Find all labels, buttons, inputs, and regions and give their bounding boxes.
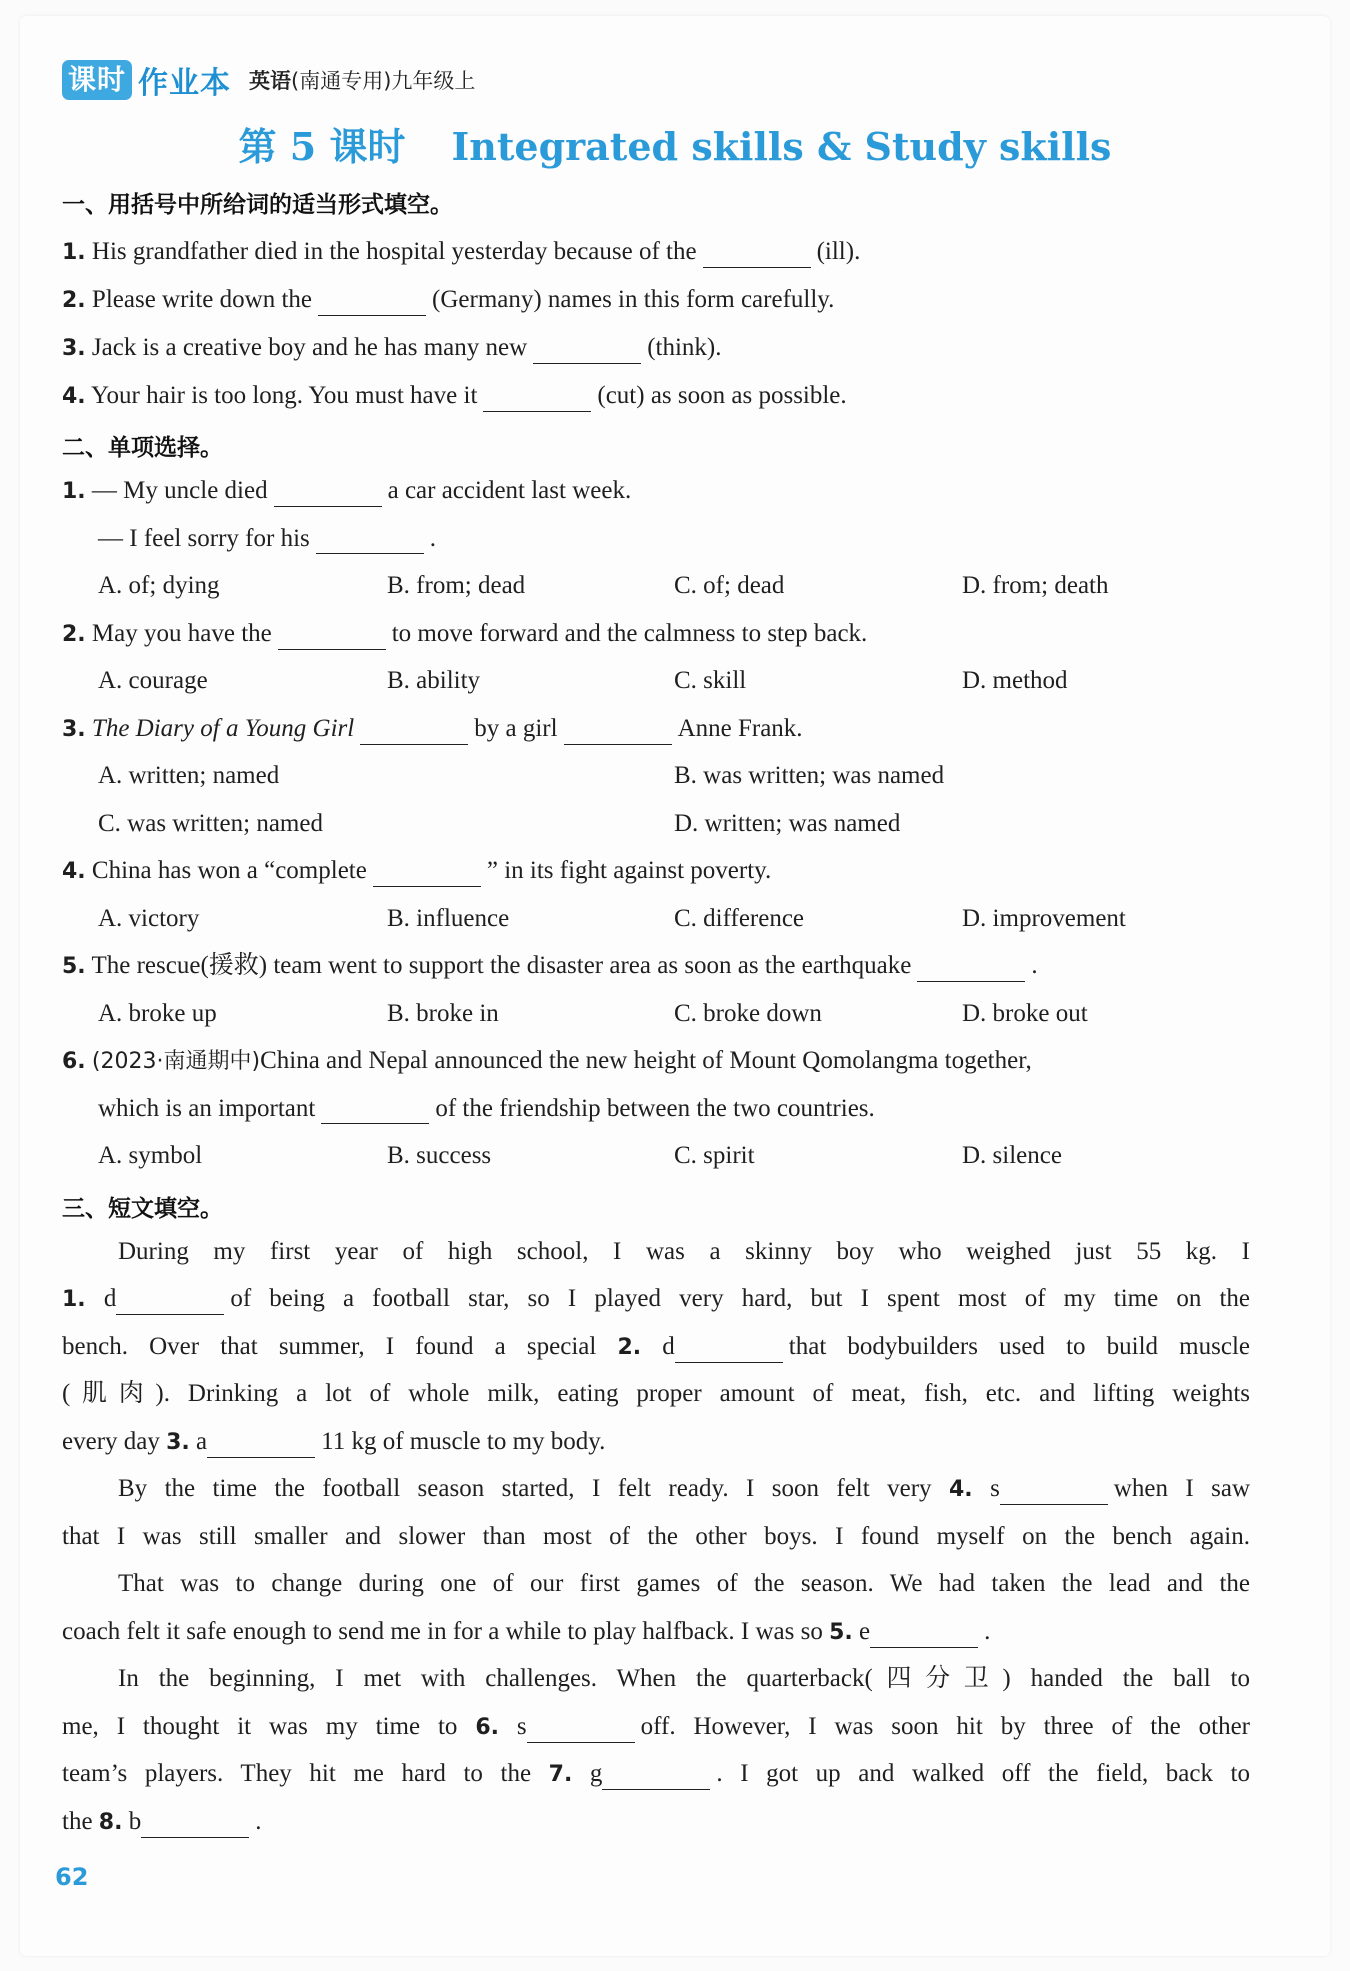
q3-option-a[interactable]: A. written; named [98,762,280,789]
q6-option-d[interactable]: D. silence [962,1142,1062,1169]
q6-line-1: 6. (2023·南通期中)China and Nepal announced the new height of Mount Qomolangma together, [62,1047,1032,1074]
passage-line: By the time the football season started, I felt ready. I soon felt very 4. s when I saw [118,1474,1250,1505]
q4-option-d[interactable]: D. improvement [962,905,1126,932]
lesson-topic: Integrated skills & Study skills [451,124,1112,169]
answer-blank[interactable] [373,860,481,887]
answer-blank[interactable] [316,527,424,554]
passage-line: In the beginning, I met with challenges. When the quarterback(四分卫) handed the ball to [118,1665,1250,1692]
passage-line: that I was still smaller and slower than most of the other boys. I found myself on the bench again. [62,1523,1250,1550]
q6-option-b[interactable]: B. success [387,1142,492,1169]
answer-blank[interactable] [675,1336,783,1363]
q3-option-c[interactable]: C. was written; named [98,810,323,837]
logo-text: 作业本 [138,66,232,101]
answer-blank[interactable] [527,1716,635,1743]
q2-line: 2. May you have the to move forward and the calmness to step back. [62,619,867,650]
section-1-heading: 一、用括号中所给词的适当形式填空。 [62,192,453,218]
passage-line: (肌肉). Drinking a lot of whole milk, eating proper amount of meat, fish, etc. and lifting weights [62,1380,1250,1407]
answer-blank[interactable] [703,241,811,268]
q2-option-b[interactable]: B. ability [387,667,481,694]
passage-line: That was to change during one of our first games of the season. We had taken the lead and the [118,1570,1250,1597]
q2-option-d[interactable]: D. method [962,667,1068,694]
answer-blank[interactable] [318,289,426,316]
passage-line: me, I thought it was my time to 6. s off. However, I was soon hit by three of the other [62,1712,1250,1743]
q1-line-2: — I feel sorry for his . [98,525,436,552]
q4-option-a[interactable]: A. victory [98,905,200,932]
answer-blank[interactable] [116,1288,224,1315]
passage-line: bench. Over that summer, I found a special 2. d that bodybuilders used to build muscle [62,1332,1250,1363]
section-3-heading: 三、短文填空。 [62,1196,223,1222]
q5-option-d[interactable]: D. broke out [962,1000,1088,1027]
book-subtitle: 英语(南通专用)九年级上 [249,69,476,93]
q3-option-d[interactable]: D. written; was named [674,810,901,837]
s1-item-1: 1. His grandfather died in the hospital yesterday because of the (ill). [62,237,860,268]
answer-blank[interactable] [870,1621,978,1648]
q2-option-c[interactable]: C. skill [674,667,747,694]
answer-blank[interactable] [533,337,641,364]
answer-blank[interactable] [321,1097,429,1124]
answer-blank[interactable] [602,1763,710,1790]
answer-blank[interactable] [917,955,1025,982]
q4-option-c[interactable]: C. difference [674,905,805,932]
page-title [0,116,1350,171]
q6-line-2: which is an important of the friendship between the two countries. [98,1095,875,1122]
s1-item-3: 3. Jack is a creative boy and he has many new (think). [62,333,721,364]
q5-option-a[interactable]: A. broke up [98,1000,217,1027]
logo-badge: 课时 [62,60,132,100]
q1-option-b[interactable]: B. from; dead [387,572,526,599]
q5-line: 5. The rescue(援救) team went to support the disaster area as soon as the earthquake . [62,951,1038,982]
q6-option-a[interactable]: A. symbol [98,1142,203,1169]
s1-item-2: 2. Please write down the (Germany) names in this form carefully. [62,285,834,316]
q4-option-b[interactable]: B. influence [387,905,510,932]
passage-line: During my first year of high school, I was a skinny boy who weighed just 55 kg. I [118,1238,1250,1265]
answer-blank[interactable] [207,1431,315,1458]
q5-option-c[interactable]: C. broke down [674,1000,822,1027]
passage-line: the 8. b . [62,1807,261,1838]
answer-blank[interactable] [274,480,382,507]
answer-blank[interactable] [278,623,386,650]
q3-option-b[interactable]: B. was written; was named [674,762,945,789]
q1-option-a[interactable]: A. of; dying [98,572,220,599]
source-tag: (2023·南通期中) [91,1049,261,1074]
section-2-heading: 二、单项选择。 [62,435,223,461]
page-number: 62 [55,1863,89,1891]
answer-blank[interactable] [141,1811,249,1838]
q1-line-1: 1. — My uncle died a car accident last week. [62,476,631,507]
passage-line: every day 3. a 11 kg of muscle to my body. [62,1427,605,1458]
q2-option-a[interactable]: A. courage [98,667,208,694]
answer-blank[interactable] [483,385,591,412]
s1-item-4: 4. Your hair is too long. You must have it (cut) as soon as possible. [62,381,847,412]
lesson-number: 第 5 课时 [238,124,406,169]
q1-option-c[interactable]: C. of; dead [674,572,785,599]
q1-option-d[interactable]: D. from; death [962,572,1109,599]
book-header [62,58,475,102]
q4-line: 4. China has won a “complete ” in its fight against poverty. [62,856,771,887]
passage-line: coach felt it safe enough to send me in for a while to play halfback. I was so 5. e . [62,1617,990,1648]
passage-line: 1. d of being a football star, so I played very hard, but I spent most of my time on the [62,1284,1250,1315]
answer-blank[interactable] [564,718,672,745]
answer-blank[interactable] [360,718,468,745]
q6-option-c[interactable]: C. spirit [674,1142,755,1169]
q5-option-b[interactable]: B. broke in [387,1000,499,1027]
q3-line: 3. The Diary of a Young Girl by a girl Anne Frank. [62,714,803,745]
answer-blank[interactable] [1000,1478,1108,1505]
passage-line: team’s players. They hit me hard to the 7. g . I got up and walked off the field, back to [62,1759,1250,1790]
